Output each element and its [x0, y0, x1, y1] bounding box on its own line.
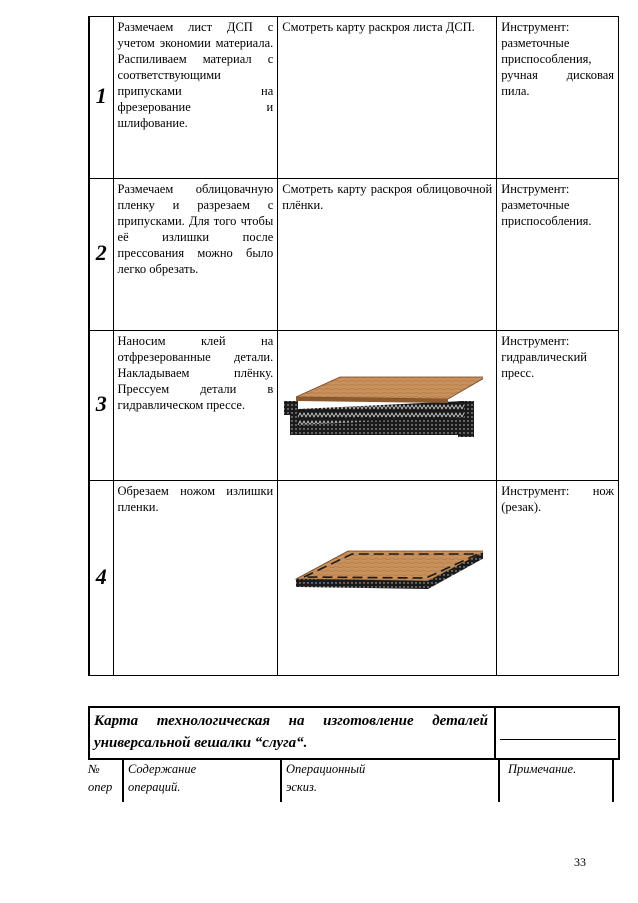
- op-number: 4: [95, 563, 107, 589]
- op-content: Размечаем облицовачную пленку и разрезаем с припусками. Для того чтобы её излишки после прессования можно было легко обрезать.: [113, 179, 278, 331]
- trim-sketch-image: [278, 481, 483, 676]
- op-number-cell: [89, 481, 113, 676]
- title-signature-line: [500, 739, 616, 740]
- op-number-cell: [89, 179, 113, 331]
- op-note: Инструмент: разметочные приспособления, ручная дисковая пила.: [497, 17, 619, 179]
- op-number-cell: [89, 17, 113, 179]
- op-number: 3: [95, 391, 107, 416]
- op-number: 2: [95, 240, 107, 265]
- header-divider-1: [122, 758, 124, 802]
- operations-table: [88, 16, 619, 676]
- header-sketch-label: Операционный: [286, 762, 366, 776]
- document-title: Карта технологическая на изготовление деталей универсальной вешалки “слуга“.: [94, 713, 488, 751]
- page-number: 33: [574, 855, 586, 869]
- op-number: 1: [95, 83, 107, 108]
- title-block: [88, 706, 620, 760]
- header-divider-3: [498, 758, 500, 802]
- op-sketch-press: [278, 331, 497, 481]
- header-divider-4: [612, 758, 614, 802]
- op-sketch: Смотреть карту раскроя листа ДСП.: [278, 17, 497, 179]
- op-note: Инструмент: гидравлический пресс.: [497, 331, 619, 481]
- op-note: Инструмент: нож (резак).: [497, 481, 619, 676]
- title-divider: [494, 708, 496, 758]
- op-content: Размечаем лист ДСП с учетом экономии материала. Распиливаем материал с соответствующими припусками на фрезерование и шлифование.: [113, 17, 278, 179]
- table-row: [89, 17, 619, 179]
- header-note-label: Примечание.: [508, 762, 577, 776]
- op-sketch-trim: [278, 481, 497, 676]
- header-num-label: №: [88, 762, 100, 776]
- op-content: Наносим клей на отфрезерованные детали. Накладываем плёнку. Прессуем детали в гидравлическом прессе.: [113, 331, 278, 481]
- op-note: Инструмент: разметочные приспособления.: [497, 179, 619, 331]
- op-number-cell: [89, 331, 113, 481]
- header-content-label-2: операций.: [128, 780, 181, 794]
- header-sketch-label-2: эскиз.: [286, 780, 317, 794]
- table-row: [89, 179, 619, 331]
- op-sketch: Смотреть карту раскроя облицовочной плёнки.: [278, 179, 497, 331]
- header-num-label-2: опер: [88, 780, 113, 794]
- press-sketch-image: [278, 331, 483, 481]
- table-row: [89, 331, 619, 481]
- table-row: [89, 481, 619, 676]
- op-content: Обрезаем ножом излишки пленки.: [113, 481, 278, 676]
- header-divider-2: [280, 758, 282, 802]
- header-content-label: Содержание: [128, 762, 197, 776]
